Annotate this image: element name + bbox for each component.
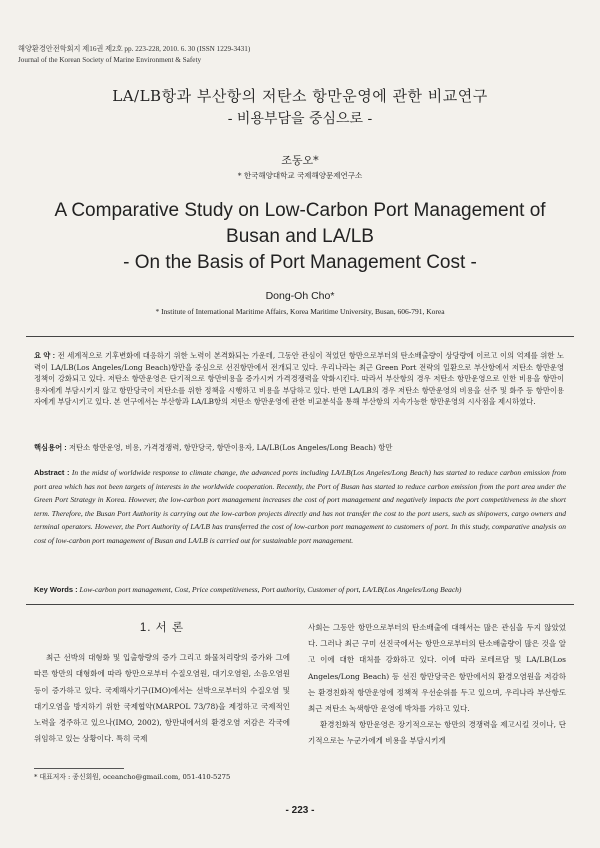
footnote: * 대표저자 : 종신회원, oceancho@gmail.com, 051-410-5275	[34, 773, 231, 781]
abstract-korean	[34, 350, 564, 408]
author-korean: 조동오*	[281, 154, 319, 167]
affiliation-english: * Institute of International Maritime Affairs, Korea Maritime University, Busan, 606-791, Korea	[155, 307, 445, 316]
body-column-left	[34, 620, 290, 747]
section-heading: 1. 서 론	[139, 622, 185, 634]
keywords-korean-text: 저탄소 항만운영, 비용, 가격경쟁력, 항만당국, 항만이용자, LA/LB(Los Angeles/Long Beach) 항만	[68, 443, 393, 452]
subtitle-korean: - 비용부담을 중심으로 -	[227, 111, 373, 127]
title-english-line3: - On the Basis of Port Management Cost -	[123, 252, 477, 273]
author-english: Dong-Oh Cho*	[265, 290, 335, 302]
abstract-korean-text: 전 세계적으로 기후변화에 대응하기 위한 노력이 본격화되는 가운데, 그동안 관심이 적었던 항만으로부터의 탄소배출량이 상당량에 이르고 이의 억제를 위한 노력이 LA/LB(Los Angeles/Long Beach)항만을 중심으로 선진항만에서 전개되고 있다. 우리나라는 최근 Green Port 전략의 일환으로 부산항에서 저탄소 항만운영정책이 강화되고 있다. 저탄소 항만운영은 단기적으로 항만비용을 증가시켜 가격경쟁력을 약화시킨다. 따라서 부산항의 경우 저탄소 항만운영으로 인한 비용을 항만이용자에게 부담시키지 않고 항만당국이 저탄소를 위한 정책을 시행하고 비용을 부담하고 있다. 반면 LA/LB의 경우 저탄소 항만운영의 비용을 선주 및 화주 등 항만이용자에게 부담시키고 있다. 본 연구에서는 부산항과 LA/LB항의 저탄소 항만운영에 관한 비교분석을 통해 부산항의 지속가능한 항만운영의 시사점을 제시하였다.	[34, 351, 564, 407]
body-paragraph: 사회는 그동안 항만으로부터의 탄소배출에 대해서는 많은 관심을 두지 않았었다. 그러나 최근 구미 선진국에서는 항만으로부터의 탄소배출량이 많은 것을 알고 이에 대한 대처를 강화하고 있다. 이에 따라 로테르담 및 LA/LB(Los Angeles/Long Beach) 등 선진 항만당국은 항만에서의 환경오염원을 저감하는 환경친화적 항만운영에 정책적 우선순위를 두고 있으며, 우리나라 부산항도 최근 저탄소 녹색항만 운영에 박차를 가하고 있다.	[308, 623, 566, 714]
title-english	[0, 198, 600, 276]
journal-name: Journal of the Korean Society of Marine Environment & Safety	[18, 56, 202, 64]
journal-citation: 해양환경안전학회지 제16권 제2호 pp. 223-228, 2010. 6. 30 (ISSN 1229-3431)	[18, 45, 251, 53]
keywords-korean	[34, 442, 564, 453]
bottom-divider	[26, 604, 574, 605]
keywords-english-text: Low-carbon port management, Cost, Price competitiveness, Port authority, Customer of port, LA/LB(Los Angeles/Long Beach)	[79, 585, 462, 594]
body-paragraph: 환경친화적 항만운영은 장기적으로는 항만의 경쟁력을 제고시킬 것이나, 단기적으로는 누군가에게 비용을 부담시키게	[308, 720, 566, 746]
affiliation-korean: * 한국해양대학교 국제해양문제연구소	[237, 171, 363, 180]
abstract-english-text: In the midst of worldwide response to climate change, the advanced ports including LA/LB(Los Angeles/Long Beach) has started to reduce carbon emission from port area which has not been targets of interests in the worldwide cooperation. Recently, the Port of Busan has started to reduce carbon emission from the port area under the Green Port Strategy in Korea. However, the low-carbon port management increases the cost of port management and negatively impacts the port competitiveness in the short term. Therefore, the Busan Port Authority is carrying out the low-carbon projects directly and has not transfer the cost to the port users, such as shipowers, cargo owners and terminal operators. However, the Port Authority of LA/LB has transferred the cost of low-carbon port management to customers of port. In this study, comparative analysis on cost of low-carbon port management of Busan and LA/LB is carried out for sustainable port management.	[34, 468, 566, 545]
abstract-english	[34, 466, 566, 548]
title-english-line1: A Comparative Study on Low-Carbon Port Management of	[54, 200, 546, 221]
body-column-right	[308, 620, 566, 750]
page-number: - 223 -	[285, 805, 315, 816]
keywords-english	[34, 584, 574, 596]
keywords-korean-label: 핵심용어 :	[34, 443, 67, 452]
body-paragraph: 최근 선박의 대형화 및 입출항량의 증가 그리고 화물처리량의 증가와 그에 따른 항만의 대형화에 따라 항만으로부터 수질오염원, 대기오염원, 소음오염원 등이 증가하고 있다. 국제해사기구(IMO)에서는 선박으로부터의 수질오염 및 대기오염을 방지하기 위한 국제협약(MARPOL 73/78)을 제정하고 국제적인 노력을 경주하고 있으나(IMO, 2002), 항만내에서의 환경오염 저감은 각국에 위임하고 있는 상황이다. 특히 국제	[34, 653, 290, 744]
title-korean: LA/LB항과 부산항의 저탄소 항만운영에 관한 비교연구	[112, 87, 488, 105]
abstract-korean-label: 요 약 :	[34, 351, 56, 360]
top-divider	[26, 336, 574, 337]
title-english-line2: Busan and LA/LB	[226, 226, 374, 247]
abstract-english-label: Abstract :	[34, 468, 70, 477]
footnote-divider	[34, 768, 124, 769]
journal-header	[18, 44, 250, 66]
keywords-english-label: Key Words :	[34, 585, 78, 594]
